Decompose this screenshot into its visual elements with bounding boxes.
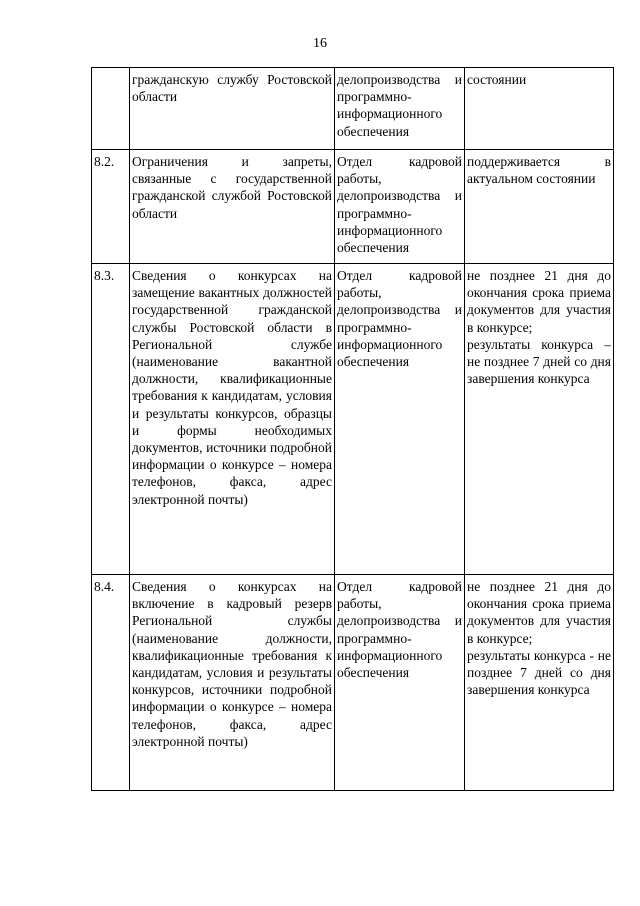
table-row xyxy=(92,150,614,264)
row-number: 8.3. xyxy=(92,264,130,575)
row-number: 8.2. xyxy=(92,150,130,264)
document-table xyxy=(91,67,614,791)
publication-term: состоянии xyxy=(465,68,614,150)
information-name: Ограничения и запреты, связанные с государственной гражданской службой Ростовской области xyxy=(130,150,335,264)
publication-term: поддерживается в актуальном состоянии xyxy=(465,150,614,264)
responsible-unit: Отдел кадровой работы, делопроизводства и программно-информационного обеспечения xyxy=(335,575,465,791)
information-name: Сведения о конкурсах на замещение вакантных должностей государственной гражданской службы Ростовской области в Региональной службе (наименование вакантной должности, квалификационные требования к кандидатам, условия и результаты конкурсов, образцы и формы необходимых документов, источники подробной информации о конкурсе – номера телефонов, факса, адрес электронной почты) xyxy=(130,264,335,575)
page-number: 16 xyxy=(313,36,327,51)
responsible-unit: Отдел кадровой работы, делопроизводства и программно-информационного обеспечения xyxy=(335,150,465,264)
publication-term: не позднее 21 дня до окончания срока приема документов для участия в конкурсе; результаты конкурса - не позднее 7 дней со дня завершения конкурса xyxy=(465,575,614,791)
table-row xyxy=(92,575,614,791)
responsible-unit: Отдел кадровой работы, делопроизводства и программно-информационного обеспечения xyxy=(335,264,465,575)
information-name: Сведения о конкурсах на включение в кадровый резерв Региональной службы (наименование должности, квалификационные требования к кандидатам, условия и результаты конкурсов, источники подробной информации о конкурсе – номера телефонов, факса, адрес электронной почты) xyxy=(130,575,335,791)
table-row xyxy=(92,264,614,575)
responsible-unit: делопроизводства и программно-информационного обеспечения xyxy=(335,68,465,150)
publication-term: не позднее 21 дня до окончания срока приема документов для участия в конкурсе; результаты конкурса – не позднее 7 дней со дня завершения конкурса xyxy=(465,264,614,575)
information-name: гражданскую службу Ростовской области xyxy=(130,68,335,150)
table-row xyxy=(92,68,614,150)
row-number xyxy=(92,68,130,150)
row-number: 8.4. xyxy=(92,575,130,791)
